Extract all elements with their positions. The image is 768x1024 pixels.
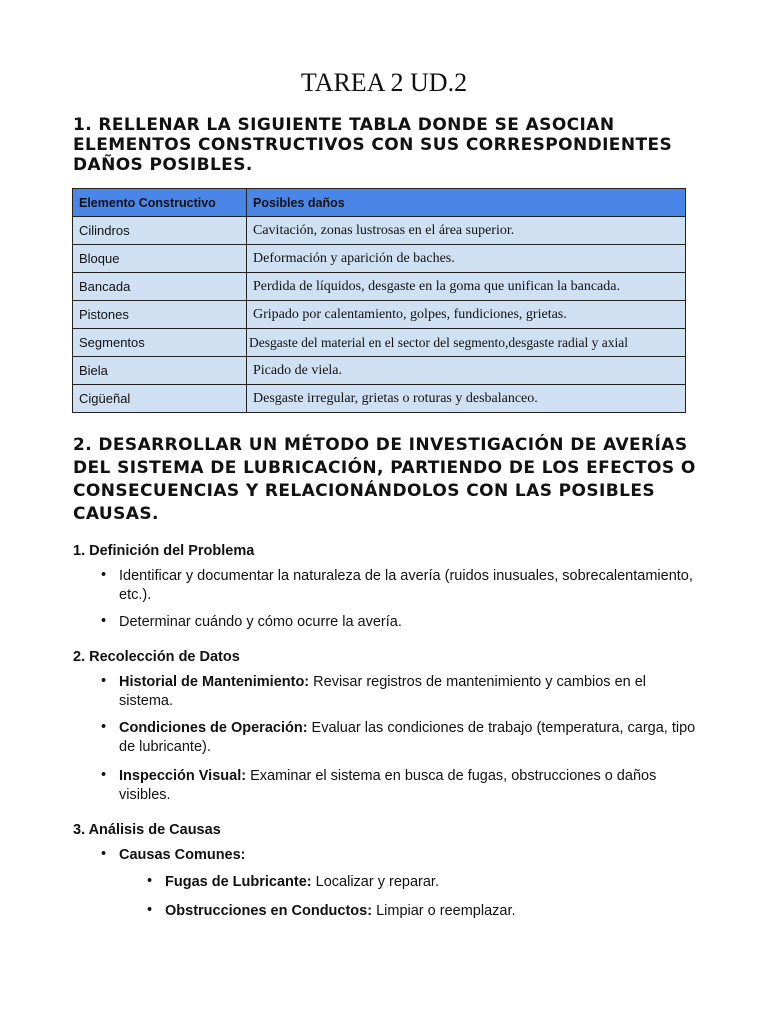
bullet-icon: • [101, 846, 107, 862]
bullet-icon: • [147, 873, 153, 889]
table-row [73, 357, 686, 385]
question-1-heading: 1. RELLENAR LA SIGUIENTE TABLA DONDE SE ASOCIAN ELEMENTOS CONSTRUCTIVOS CON SUS CORRESPONDIENTES DAÑOS POSIBLES. [73, 115, 673, 175]
bullet-icon: • [101, 719, 107, 735]
table-cell-element: Segmentos [73, 329, 247, 357]
item-label: Inspección Visual: [119, 768, 247, 784]
bullet-icon: • [147, 902, 153, 918]
question-2-heading: 2. DESARROLLAR UN MÉTODO DE INVESTIGACIÓN DE AVERÍAS DEL SISTEMA DE LUBRICACIÓN, PARTIENDO DE LOS EFECTOS O CONSECUENCIAS Y RELACIONÁNDOLOS CON LAS POSIBLES CAUSAS. [73, 435, 696, 524]
bullet-icon: • [101, 567, 107, 583]
bullet-icon: • [101, 767, 107, 783]
table-header-row [73, 189, 686, 217]
table-row [73, 301, 686, 329]
damage-table [72, 188, 686, 413]
item-text: Revisar registros de mantenimiento y cambios en el sistema. [119, 674, 647, 709]
list-item [119, 767, 704, 805]
table-row [73, 245, 686, 273]
list-item [119, 719, 704, 757]
table-row [73, 217, 686, 245]
table-row [73, 385, 686, 413]
page-title: TAREA 2 UD.2 [300, 68, 468, 97]
list-item [119, 673, 704, 711]
item-text: Localizar y reparar. [311, 874, 439, 890]
section-1-heading: 1. Definición del Problema [73, 543, 255, 559]
table-cell-damage: Perdida de líquidos, desgaste en la goma que unifican la bancada. [247, 273, 686, 301]
item-label: Causas Comunes: [119, 847, 246, 863]
list-item: Determinar cuándo y cómo ocurre la avería. [119, 614, 402, 630]
item-label: Historial de Mantenimiento: [119, 674, 310, 690]
item-label: Fugas de Lubricante: [165, 874, 312, 890]
list-item [119, 846, 704, 865]
table-header-damage: Posibles daños [247, 189, 686, 217]
table-cell-damage: Desgaste irregular, grietas o roturas y desbalanceo. [247, 385, 686, 413]
bullet-icon: • [101, 673, 107, 689]
table-cell-damage: Picado de viela. [247, 357, 686, 385]
item-label: Obstrucciones en Conductos: [165, 903, 373, 919]
table-cell-element: Biela [73, 357, 247, 385]
table-row [73, 273, 686, 301]
item-text: Evaluar las condiciones de trabajo (temperatura, carga, tipo de lubricante). [119, 720, 696, 755]
sub-list-item [165, 873, 705, 892]
table-cell-element: Cigüeñal [73, 385, 247, 413]
table-cell-damage: Cavitación, zonas lustrosas en el área superior. [247, 217, 686, 245]
section-2-heading: 2. Recolección de Datos [73, 649, 240, 665]
sub-list-item [165, 902, 705, 921]
bullet-icon: • [101, 613, 107, 629]
table-cell-element: Bloque [73, 245, 247, 273]
item-text: Limpiar o reemplazar. [372, 903, 516, 919]
table-cell-damage: Deformación y aparición de baches. [247, 245, 686, 273]
item-text: Examinar el sistema en busca de fugas, obstrucciones o daños visibles. [119, 768, 657, 803]
table-header-element: Elemento Constructivo [73, 189, 247, 217]
table-cell-element: Pistones [73, 301, 247, 329]
table-cell-element: Cilindros [73, 217, 247, 245]
table-cell-element: Bancada [73, 273, 247, 301]
section-3-heading: 3. Análisis de Causas [73, 822, 221, 838]
table-cell-damage: Gripado por calentamiento, golpes, fundiciones, grietas. [247, 301, 686, 329]
item-label: Condiciones de Operación: [119, 720, 308, 736]
table-row [73, 329, 686, 357]
list-item: Identificar y documentar la naturaleza de la avería (ruidos inusuales, sobrecalentamiento, etc.). [119, 568, 693, 603]
table-cell-damage: Desgaste del material en el sector del segmento,desgaste radial y axial [247, 329, 686, 357]
